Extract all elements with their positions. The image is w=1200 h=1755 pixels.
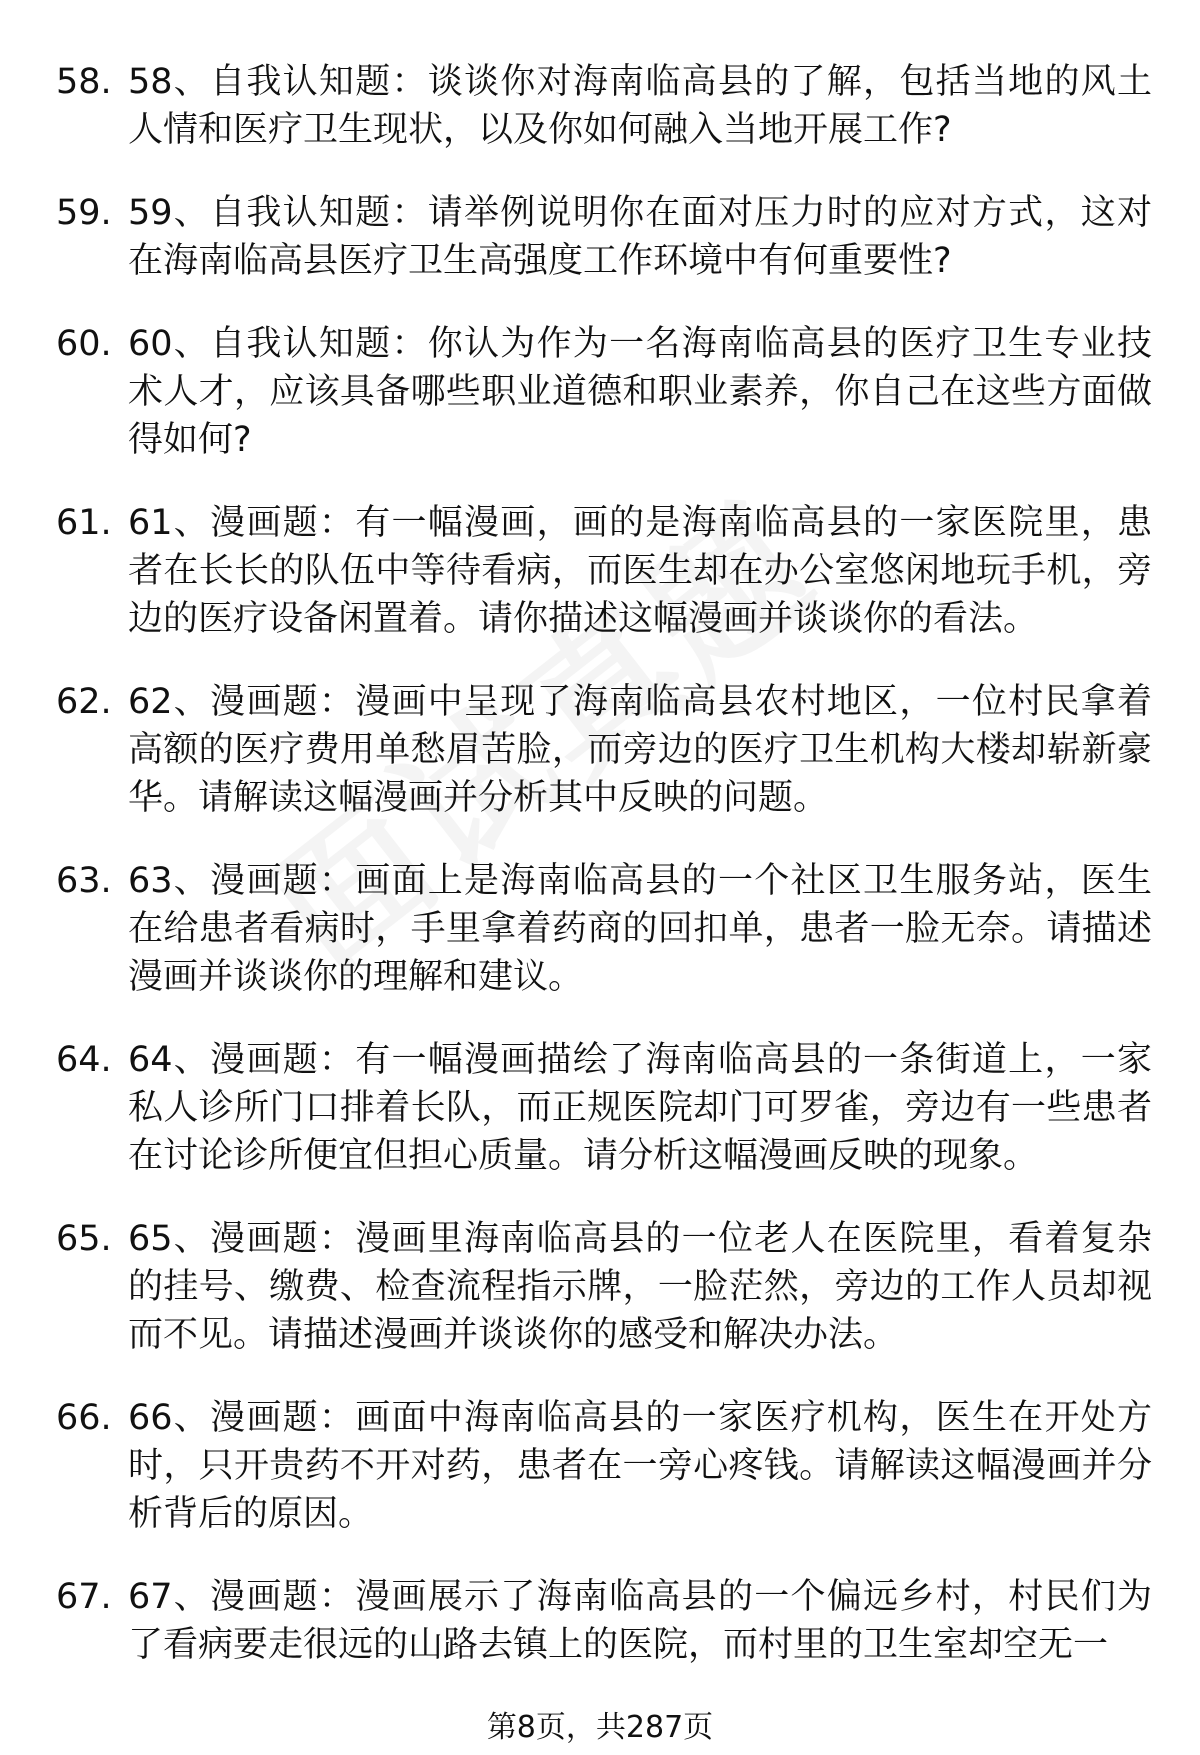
question-item-59 (0, 189, 1200, 285)
question-item-65 (0, 1215, 1200, 1359)
question-text: 66、漫画题：画面中海南临高县的一家医疗机构，医生在开处方时，只开贵药不开对药，患者在一旁心疼钱。请解读这幅漫画并分析背后的原因。 (128, 1398, 1152, 1534)
question-number: 61. (56, 503, 112, 543)
question-number: 65. (56, 1219, 112, 1259)
question-text: 67、漫画题：漫画展示了海南临高县的一个偏远乡村，村民们为了看病要走很远的山路去镇上的医院，而村里的卫生室却空无一 (128, 1577, 1152, 1665)
question-item-60 (0, 320, 1200, 464)
question-number: 66. (56, 1398, 112, 1438)
question-text: 61、漫画题：有一幅漫画，画的是海南临高县的一家医院里，患者在长长的队伍中等待看病，而医生却在办公室悠闲地玩手机，旁边的医疗设备闲置着。请你描述这幅漫画并谈谈你的看法。 (128, 503, 1152, 639)
question-number: 58. (56, 62, 112, 102)
question-list (0, 58, 1200, 1704)
question-number: 64. (56, 1040, 112, 1080)
question-text: 63、漫画题：画面上是海南临高县的一个社区卫生服务站，医生在给患者看病时，手里拿着药商的回扣单，患者一脸无奈。请描述漫画并谈谈你的理解和建议。 (128, 861, 1152, 997)
question-number: 63. (56, 861, 112, 901)
question-text: 64、漫画题：有一幅漫画描绘了海南临高县的一条街道上，一家私人诊所门口排着长队，而正规医院却门可罗雀，旁边有一些患者在讨论诊所便宜但担心质量。请分析这幅漫画反映的现象。 (128, 1040, 1152, 1176)
question-item-66 (0, 1394, 1200, 1538)
question-item-64 (0, 1036, 1200, 1180)
question-number: 60. (56, 324, 112, 364)
question-item-61 (0, 499, 1200, 643)
question-item-67 (0, 1573, 1200, 1669)
question-text: 58、自我认知题：谈谈你对海南临高县的了解，包括当地的风土人情和医疗卫生现状，以及你如何融入当地开展工作? (128, 62, 1152, 150)
page-number-footer: 第8页，共287页 (486, 1710, 714, 1745)
question-item-58 (0, 58, 1200, 154)
question-text: 62、漫画题：漫画中呈现了海南临高县农村地区，一位村民拿着高额的医疗费用单愁眉苦脸，而旁边的医疗卫生机构大楼却崭新豪华。请解读这幅漫画并分析其中反映的问题。 (128, 682, 1152, 818)
question-item-62 (0, 678, 1200, 822)
question-text: 65、漫画题：漫画里海南临高县的一位老人在医院里，看着复杂的挂号、缴费、检查流程指示牌，一脸茫然，旁边的工作人员却视而不见。请描述漫画并谈谈你的感受和解决办法。 (128, 1219, 1152, 1355)
question-number: 67. (56, 1577, 112, 1617)
question-item-63 (0, 857, 1200, 1001)
question-text: 59、自我认知题：请举例说明你在面对压力时的应对方式，这对在海南临高县医疗卫生高强度工作环境中有何重要性? (128, 193, 1152, 281)
question-number: 59. (56, 193, 112, 233)
question-number: 62. (56, 682, 112, 722)
question-text: 60、自我认知题：你认为作为一名海南临高县的医疗卫生专业技术人才，应该具备哪些职业道德和职业素养，你自己在这些方面做得如何? (128, 324, 1152, 460)
